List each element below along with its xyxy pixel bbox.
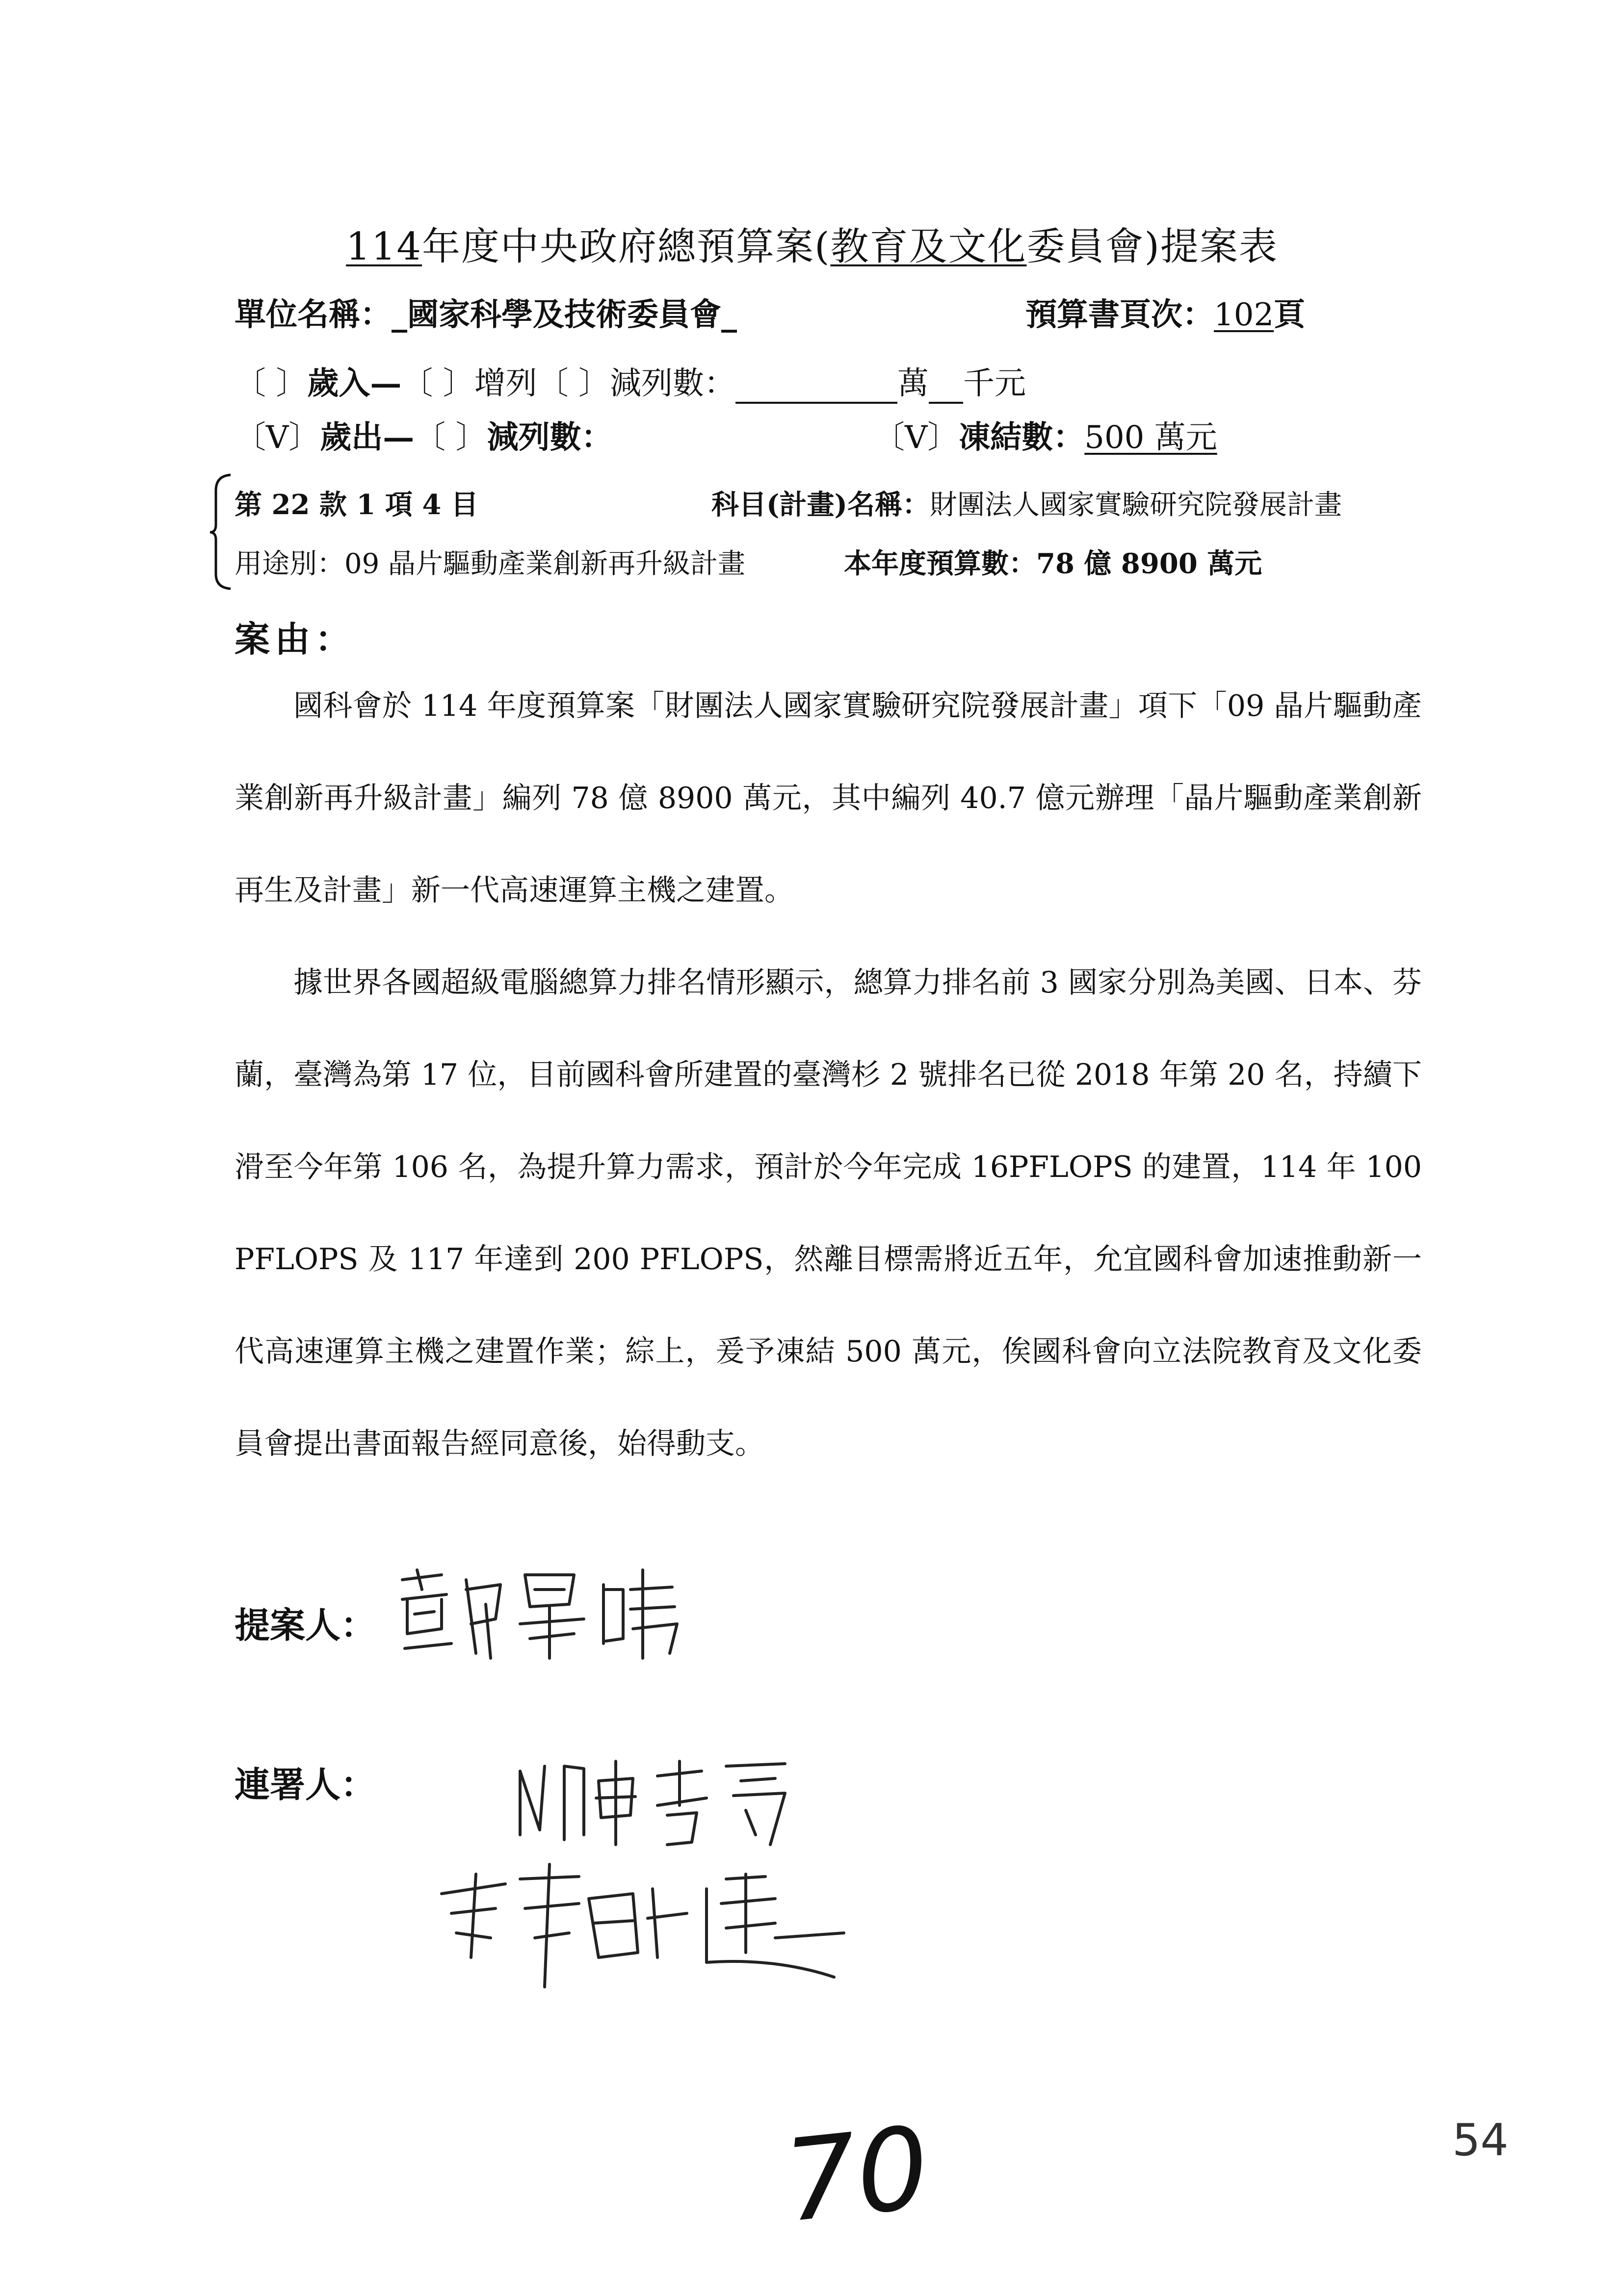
freeze-line [873,412,1217,457]
expenditure-line [235,412,613,457]
exp-decrease-label: 減列數： [487,419,613,456]
expenditure-label: 歲出— [320,419,415,456]
wan-unit: 萬 [897,365,929,402]
unit-row [235,289,737,335]
cosigner-signature-1 [510,1751,814,1850]
increase-label: 增列 [474,365,537,402]
subject-name-value: 財團法人國家實驗研究院發展計畫 [930,489,1342,521]
amount-blank [735,365,897,404]
subject-item: 第 22 款 1 項 4 目 [235,489,478,521]
use-label: 用途別： [235,548,344,580]
revenue-checkbox: 〔 〕 [235,365,308,402]
title-year: 114 [346,225,422,269]
decrease-checkbox: 〔 〕 [537,365,610,402]
reason-paragraph-2: 據世界各國超級電腦總算力排名情形顯示，總算力排名前 3 國家分別為美國、日本、芬蘭，臺灣為第 17 位，目前國科會所建置的臺灣杉 2 號排名已從 2018 年第 20 名，持續下滑至今年第 106 名，為提升算力需求，預計於今年完成 16PFLOPS 的建置，114 年 100 PFLOPS 及 117 年達到 200 PFLOPS，然離目標需將近五年，允宜國科會加速推動新一代高速運算主機之建置作業；綜上，爰予凍結 500 萬元，俟國科會向立法院教育及文化委員會提出書面報告經同意後，始得動支。 [235,965,1422,1461]
qianyuan-unit: 千元 [963,365,1026,402]
page-title [0,216,1624,271]
page-ref-unit: 頁 [1274,296,1306,333]
title-committee: 教育及文化 [830,225,1027,269]
qian-blank [929,365,963,404]
subject-bracket [206,471,236,594]
unit-label: 單位名稱： [235,296,392,333]
freeze-checkbox: 〔V〕 [873,419,959,456]
handwritten-number: 70 [778,2102,935,2248]
budget-label: 本年度預算數： [844,548,1036,580]
page-ref-label: 預算書頁次： [1025,296,1214,333]
increase-checkbox: 〔 〕 [401,365,474,402]
cosigner-signature-2 [432,1859,873,2007]
page-ref [1025,289,1305,335]
proposer-signature [388,1560,692,1668]
proposer-label: 提案人： [235,1604,376,1646]
subject-name-label: 科目(計畫)名稱： [711,489,930,521]
use-line [235,542,745,581]
revenue-line [235,358,1026,404]
page-ref-value: 102 [1214,297,1274,333]
reason-body [235,660,1422,1490]
subject-name [711,483,1342,522]
unit-name: _國家科學及技術委員會_ [392,296,737,333]
page-number: 54 [1452,2114,1509,2166]
revenue-label: 歲入— [307,365,402,402]
budget-value: 78 億 8900 萬元 [1036,548,1262,580]
reason-heading: 案由： [235,618,356,660]
exp-decrease-checkbox: 〔 〕 [414,419,487,456]
budget-line [844,542,1262,581]
title-suffix: 委員會)提案表 [1026,225,1278,269]
use-value: 09 晶片驅動產業創新再升級計畫 [344,548,746,580]
freeze-value: 500 萬元 [1084,419,1217,456]
expenditure-checkbox: 〔V〕 [235,419,320,456]
reason-paragraph-1: 國科會於 114 年度預算案「財團法人國家實驗研究院發展計畫」項下「09 晶片驅動產業創新再升級計畫」編列 78 億 8900 萬元，其中編列 40.7 億元辦理「晶片驅動產業創新再生及計畫」新一代高速運算主機之建置。 [235,689,1422,908]
freeze-label: 凍結數： [959,419,1085,456]
title-mid: 年度中央政府總預算案( [422,225,831,269]
decrease-label: 減列數： [610,365,736,402]
cosigner-label: 連署人： [235,1764,376,1805]
